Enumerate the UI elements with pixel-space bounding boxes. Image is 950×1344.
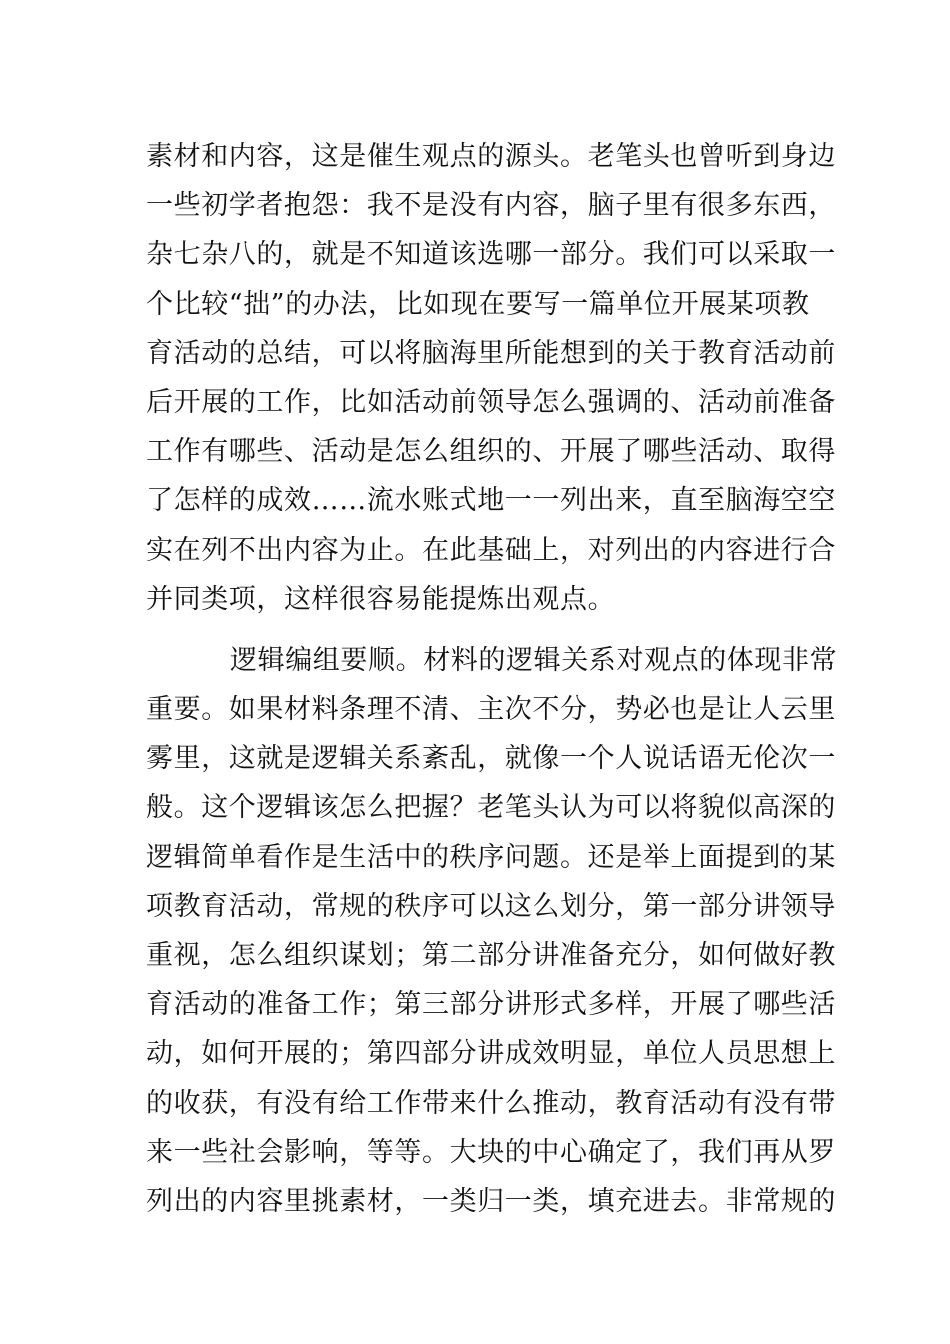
text-line: 后开展的工作，比如活动前领导怎么强调的、活动前准备	[146, 386, 836, 418]
text-line: 重要。如果材料条理不清、主次不分，势必也是让人云里	[146, 694, 836, 726]
text-line: 并同类项，这样很容易能提炼出观点。	[146, 583, 616, 615]
text-line: 一些初学者抱怨：我不是没有内容，脑子里有很多东西，	[146, 190, 836, 222]
document-body	[146, 132, 838, 1226]
text-line: 重视，怎么组织谋划；第二部分讲准备充分，如何做好教	[146, 940, 836, 971]
text-line: 项教育活动，常规的秩序可以这么划分，第一部分讲领导	[146, 890, 836, 922]
text-line: 育活动的总结，可以将脑海里所能想到的关于教育活动前	[146, 337, 836, 369]
paragraph-1	[146, 132, 836, 624]
text-line: 素材和内容，这是催生观点的源头。老笔头也曾听到身边	[146, 141, 836, 172]
text-line: 逻辑简单看作是生活中的秩序问题。还是举上面提到的某	[146, 841, 836, 873]
text-line: 的收获，有没有给工作带来什么推动，教育活动有没有带	[146, 1087, 836, 1119]
text-line: 育活动的准备工作；第三部分讲形式多样，开展了哪些活	[146, 989, 836, 1021]
text-line: 个比较“拙”的办法，比如现在要写一篇单位开展某项教	[146, 288, 810, 320]
text-line: 了怎样的成效……流水账式地一一列出来，直至脑海空空	[146, 485, 836, 517]
text-line: 般。这个逻辑该怎么把握？老笔头认为可以将貌似高深的	[146, 792, 836, 824]
paragraph-2	[146, 636, 838, 1226]
text-line: 杂七杂八的，就是不知道该选哪一部分。我们可以采取一	[146, 239, 836, 271]
paragraph-spacing	[146, 624, 808, 636]
text-line-indented: 逻辑编组要顺。材料的逻辑关系对观点的体现非常	[230, 644, 838, 676]
text-line: 雾里，这就是逻辑关系紊乱，就像一个人说话语无伦次一	[146, 743, 836, 775]
text-line: 列出的内容里挑素材，一类归一类，填充进去。非常规的	[146, 1185, 836, 1217]
text-line: 工作有哪些、活动是怎么组织的、开展了哪些活动、取得	[146, 436, 836, 468]
text-line: 动，如何开展的；第四部分讲成效明显，单位人员思想上	[146, 1038, 836, 1070]
text-line: 来一些社会影响，等等。大块的中心确定了，我们再从罗	[146, 1136, 836, 1168]
text-line: 实在列不出内容为止。在此基础上，对列出的内容进行合	[146, 534, 836, 566]
